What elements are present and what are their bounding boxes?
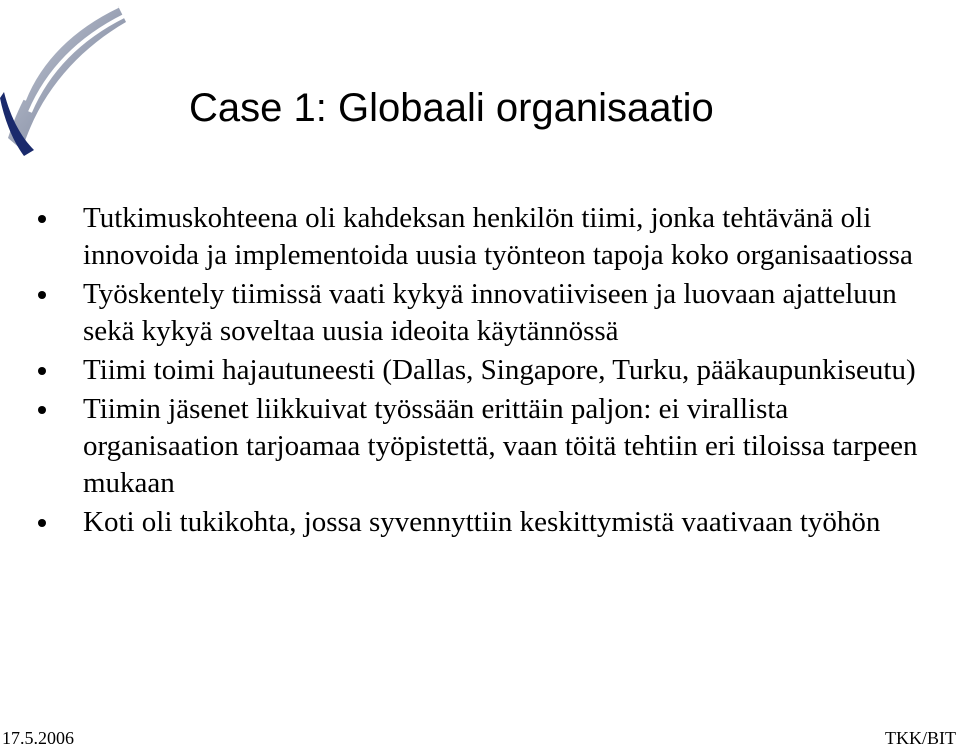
footer-date: 17.5.2006 <box>2 728 74 748</box>
bullet-item <box>38 504 938 541</box>
slide-title: Case 1: Globaali organisaatio <box>189 86 714 130</box>
bullet-text: Tiimi toimi hajautuneesti (Dallas, Singapore, Turku, pääkaupunkiseutu) <box>83 354 916 386</box>
bullet-dot-icon <box>38 519 46 527</box>
tkk-wing-logo-icon <box>0 0 135 160</box>
bullet-dot-icon <box>38 291 46 299</box>
bullet-dot-icon <box>38 406 46 414</box>
bullet-dot-icon <box>38 367 46 375</box>
bullet-item <box>38 276 938 350</box>
bullet-item <box>38 200 938 274</box>
footer-organization: TKK/BIT <box>885 728 956 748</box>
bullet-text: Tiimin jäsenet liikkuivat työssään erittäin paljon: ei virallista organisaation tarjoamaa työpistettä, vaan töitä tehtiin eri tiloissa tarpeen mukaan <box>83 393 918 499</box>
bullet-text: Koti oli tukikohta, jossa syvennyttiin keskittymistä vaativaan työhön <box>83 506 881 538</box>
bullet-dot-icon <box>38 215 46 223</box>
bullet-item <box>38 352 938 389</box>
bullet-text: Tutkimuskohteena oli kahdeksan henkilön tiimi, jonka tehtävänä oli innovoida ja implementoida uusia työnteon tapoja koko organisaatiossa <box>83 202 913 271</box>
bullet-item <box>38 391 938 502</box>
bullet-text: Työskentely tiimissä vaati kykyä innovatiiviseen ja luovaan ajatteluun sekä kykyä soveltaa uusia ideoita käytännössä <box>83 278 897 347</box>
bullet-list <box>38 200 938 543</box>
